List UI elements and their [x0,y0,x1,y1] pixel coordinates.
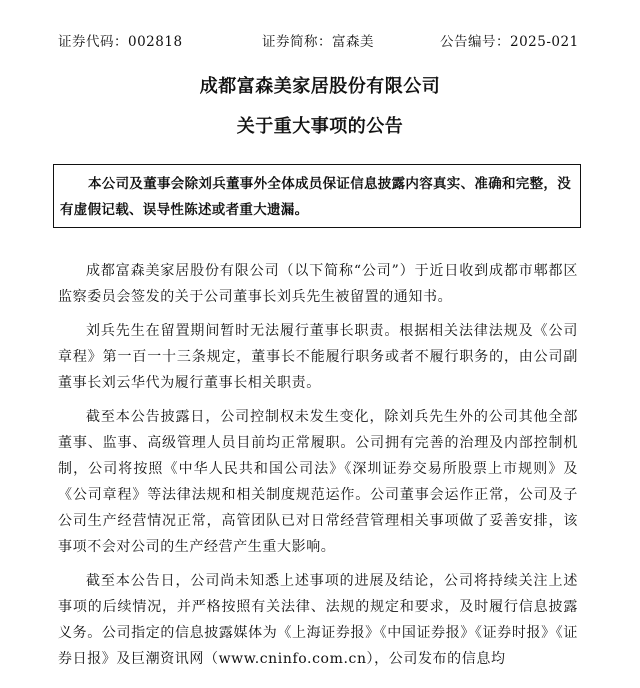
body-paragraph-4: 截至本公告日，公司尚未知悉上述事项的进展及结论，公司将持续关注上述事项的后续情况，并严格按照有关法律、法规的规定和要求，及时履行信息披露义务。公司指定的信息披露媒体为《上海证券报》《中国证券报》《证券时报》《证券日报》及巨潮资讯网（www.cninfo.com.cn），公司发布的信息均 [58,573,578,667]
stock-code: 证券代码：002818 [58,34,183,50]
body-paragraph-3: 截至本公告披露日，公司控制权未发生变化，除刘兵先生外的公司其他全部董事、监事、高级管理人员目前均正常履职。公司拥有完善的治理及内部控制机制，公司将按照《中华人民共和国公司法》《深圳证券交易所股票上市规则》及《公司章程》等法律法规和相关制度规范运作。公司董事会运作正常，公司及子公司生产经营情况正常，高管团队已对日常经营管理相关事项做了妥善安排，该事项不会对公司的生产经营产生重大影响。 [58,409,578,555]
announcement-body [58,258,578,680]
disclaimer-box: 本公司及董事会除刘兵董事外全体成员保证信息披露内容真实、准确和完整，没有虚假记载、误导性陈述或者重大遗漏。 [53,164,581,228]
announcement-header [0,30,640,52]
announcement-title: 关于重大事项的公告 [236,116,404,137]
stock-abbreviation: 证券简称：富森美 [262,34,374,50]
company-title: 成都富森美家居股份有限公司 [199,76,441,97]
body-paragraph-1: 成都富森美家居股份有限公司（以下简称“公司”）于近日收到成都市郫都区监察委员会签发的关于公司董事长刘兵先生被留置的通知书。 [58,263,578,305]
body-paragraph-2: 刘兵先生在留置期间暂时无法履行董事长职责。根据相关法律法规及《公司章程》第一百一十三条规定，董事长不能履行职务或者不履行职务的，由公司副董事长刘云华代为履行董事长相关职责。 [58,323,578,391]
notice-number: 公告编号：2025-021 [440,34,579,50]
